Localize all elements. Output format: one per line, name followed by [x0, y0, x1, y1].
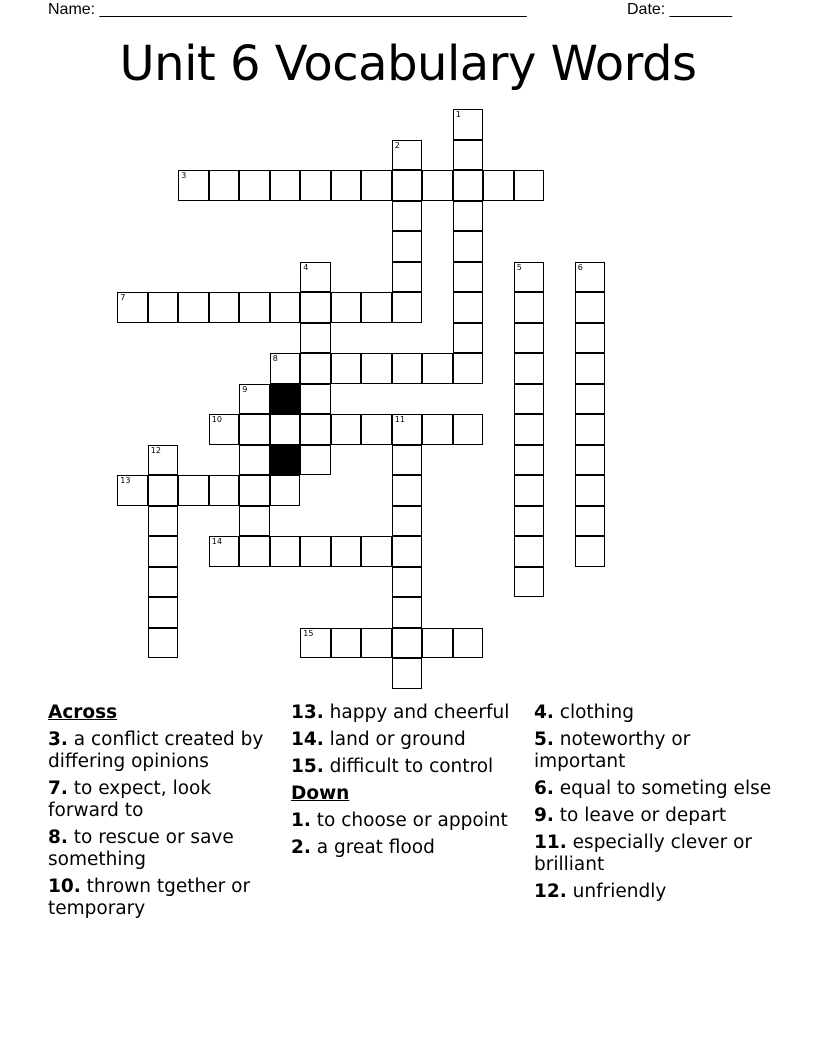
grid-cell[interactable] — [453, 353, 484, 384]
clue-number: 14 — [211, 537, 222, 547]
clue-column-1 — [48, 702, 284, 925]
grid-cell[interactable] — [178, 292, 209, 323]
grid-cell[interactable] — [270, 475, 301, 506]
page-title: Unit 6 Vocabulary Words — [119, 36, 697, 92]
grid-cell[interactable] — [209, 475, 240, 506]
clue-number: 6 — [577, 262, 583, 272]
grid-cell[interactable] — [361, 353, 392, 384]
date-label: Date: — [627, 1, 666, 18]
grid-cell[interactable] — [331, 292, 362, 323]
grid-cell[interactable] — [270, 353, 301, 384]
grid-cell[interactable] — [270, 170, 301, 201]
grid-cell[interactable] — [514, 506, 545, 537]
clue-down-12: 12. unfriendly — [534, 881, 667, 902]
grid-cell[interactable] — [209, 536, 240, 567]
clue-down-1: 1. to choose or appoint — [291, 810, 508, 831]
grid-cell[interactable] — [392, 445, 423, 476]
grid-cell[interactable] — [453, 323, 484, 354]
grid-cell[interactable] — [392, 628, 423, 659]
grid-cell[interactable] — [300, 292, 331, 323]
grid-cell[interactable] — [148, 506, 179, 537]
clue-down-2: 2. a great flood — [291, 837, 435, 858]
grid-cell[interactable] — [392, 170, 423, 201]
grid-cell[interactable] — [209, 292, 240, 323]
grid-cell[interactable] — [514, 323, 545, 354]
grid-cell[interactable] — [331, 536, 362, 567]
grid-cell[interactable] — [239, 414, 270, 445]
grid-cell[interactable] — [453, 201, 484, 232]
grid-cell[interactable] — [422, 414, 453, 445]
clue-number: 8 — [272, 354, 278, 364]
grid-cell[interactable] — [575, 506, 606, 537]
grid-cell[interactable] — [148, 536, 179, 567]
clue-number: 15 — [303, 628, 314, 638]
clue-across-7: 7. to expect, look forward to — [48, 778, 212, 821]
grid-cell[interactable] — [392, 658, 423, 689]
name-field[interactable] — [48, 0, 527, 20]
grid-cell[interactable] — [117, 292, 148, 323]
grid-cell[interactable] — [361, 536, 392, 567]
grid-cell[interactable] — [422, 353, 453, 384]
grid-cell[interactable] — [148, 597, 179, 628]
grid-cell[interactable] — [575, 353, 606, 384]
grid-cell[interactable] — [331, 414, 362, 445]
clue-across-15: 15. difficult to control — [291, 756, 494, 777]
grid-cell[interactable] — [209, 170, 240, 201]
grid-cell[interactable] — [209, 414, 240, 445]
grid-cell[interactable] — [392, 262, 423, 293]
grid-cell[interactable] — [392, 536, 423, 567]
grid-cell[interactable] — [575, 292, 606, 323]
grid-cell[interactable] — [331, 353, 362, 384]
grid-cell[interactable] — [514, 445, 545, 476]
grid-cell[interactable] — [453, 170, 484, 201]
grid-cell[interactable] — [239, 445, 270, 476]
clue-number: 4 — [303, 262, 309, 272]
grid-cell[interactable] — [392, 353, 423, 384]
clue-down-11: 11. especially clever or brilliant — [534, 832, 753, 875]
grid-cell[interactable] — [422, 628, 453, 659]
grid-cell[interactable] — [453, 231, 484, 262]
clue-down-6: 6. equal to someting else — [534, 778, 772, 799]
clue-number: 5 — [516, 262, 522, 272]
grid-cell[interactable] — [270, 536, 301, 567]
clue-across-14: 14. land or ground — [291, 729, 466, 750]
clue-column-2 — [291, 702, 527, 864]
grid-cell[interactable] — [300, 445, 331, 476]
clue-down-5: 5. noteworthy or important — [534, 729, 691, 772]
date-field[interactable] — [627, 0, 732, 20]
clue-column-3 — [534, 702, 774, 908]
clue-down-4: 4. clothing — [534, 702, 635, 723]
blocked-cell — [270, 384, 301, 415]
grid-cell[interactable] — [239, 475, 270, 506]
grid-cell[interactable] — [331, 170, 362, 201]
grid-cell[interactable] — [453, 414, 484, 445]
grid-cell[interactable] — [361, 628, 392, 659]
down-heading: Down — [291, 783, 350, 804]
clue-number: 11 — [394, 415, 405, 425]
grid-cell[interactable] — [148, 475, 179, 506]
grid-cell[interactable] — [178, 475, 209, 506]
grid-cell[interactable] — [300, 323, 331, 354]
clue-down-9: 9. to leave or depart — [534, 805, 727, 826]
clue-number: 7 — [120, 293, 126, 303]
grid-cell[interactable] — [514, 353, 545, 384]
grid-cell[interactable] — [300, 262, 331, 293]
grid-cell[interactable] — [148, 445, 179, 476]
grid-cell[interactable] — [117, 475, 148, 506]
grid-cell[interactable] — [514, 567, 545, 598]
grid-cell[interactable] — [575, 384, 606, 415]
grid-cell[interactable] — [514, 414, 545, 445]
grid-cell[interactable] — [453, 292, 484, 323]
grid-cell[interactable] — [239, 506, 270, 537]
grid-cell[interactable] — [239, 170, 270, 201]
across-heading: Across — [48, 702, 118, 723]
blocked-cell — [270, 445, 301, 476]
grid-cell[interactable] — [392, 414, 423, 445]
grid-cell[interactable] — [300, 628, 331, 659]
grid-cell[interactable] — [392, 201, 423, 232]
clue-number: 3 — [181, 171, 187, 181]
grid-cell[interactable] — [270, 292, 301, 323]
grid-cell[interactable] — [148, 292, 179, 323]
clue-number: 9 — [242, 384, 248, 394]
grid-cell[interactable] — [453, 262, 484, 293]
grid-cell[interactable] — [331, 628, 362, 659]
grid-cell[interactable] — [422, 170, 453, 201]
grid-cell[interactable] — [178, 170, 209, 201]
grid-cell[interactable] — [300, 353, 331, 384]
grid-cell[interactable] — [239, 536, 270, 567]
grid-cell[interactable] — [575, 262, 606, 293]
clue-across-3: 3. a conflict created by differing opinions — [48, 729, 264, 772]
grid-cell[interactable] — [575, 445, 606, 476]
grid-cell[interactable] — [514, 292, 545, 323]
grid-cell[interactable] — [392, 475, 423, 506]
clue-number: 12 — [150, 445, 161, 455]
grid-cell[interactable] — [148, 567, 179, 598]
grid-cell[interactable] — [575, 414, 606, 445]
grid-cell[interactable] — [514, 384, 545, 415]
name-label: Name: — [48, 1, 96, 18]
grid-cell[interactable] — [392, 140, 423, 171]
clue-across-10: 10. thrown tgether or temporary — [48, 876, 251, 919]
grid-cell[interactable] — [514, 536, 545, 567]
grid-cell[interactable] — [392, 292, 423, 323]
grid-cell[interactable] — [361, 170, 392, 201]
grid-cell[interactable] — [514, 475, 545, 506]
grid-cell[interactable] — [514, 170, 545, 201]
grid-cell[interactable] — [300, 384, 331, 415]
grid-cell[interactable] — [270, 414, 301, 445]
grid-cell[interactable] — [392, 567, 423, 598]
date-line: _______ — [669, 1, 732, 18]
clue-across-13: 13. happy and cheerful — [291, 702, 510, 723]
name-line: ________________________________________________ — [99, 1, 527, 18]
clue-across-8: 8. to rescue or save something — [48, 827, 234, 870]
clue-number: 1 — [455, 110, 461, 120]
grid-cell[interactable] — [239, 292, 270, 323]
grid-cell[interactable] — [361, 414, 392, 445]
clue-number: 13 — [120, 476, 131, 486]
grid-cell[interactable] — [453, 140, 484, 171]
grid-cell[interactable] — [575, 536, 606, 567]
grid-cell[interactable] — [453, 109, 484, 140]
clue-number: 10 — [211, 415, 222, 425]
grid-cell[interactable] — [300, 414, 331, 445]
grid-cell[interactable] — [392, 231, 423, 262]
grid-cell[interactable] — [514, 262, 545, 293]
grid-cell[interactable] — [300, 170, 331, 201]
grid-cell[interactable] — [148, 628, 179, 659]
grid-cell[interactable] — [483, 170, 514, 201]
grid-cell[interactable] — [453, 628, 484, 659]
grid-cell[interactable] — [392, 506, 423, 537]
grid-cell[interactable] — [575, 323, 606, 354]
grid-cell[interactable] — [392, 597, 423, 628]
clue-number: 2 — [394, 140, 400, 150]
grid-cell[interactable] — [239, 384, 270, 415]
grid-cell[interactable] — [575, 475, 606, 506]
grid-cell[interactable] — [300, 536, 331, 567]
grid-cell[interactable] — [361, 292, 392, 323]
